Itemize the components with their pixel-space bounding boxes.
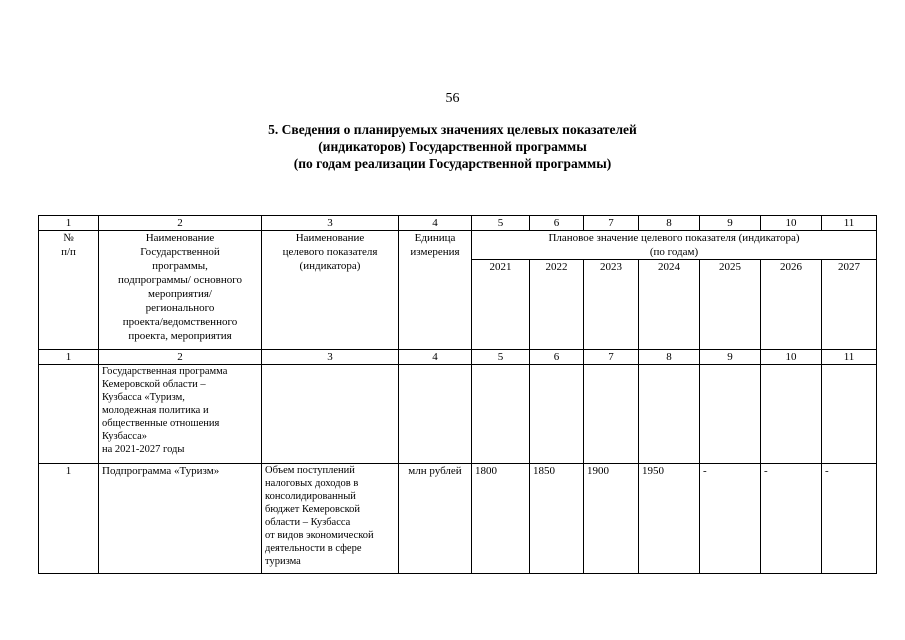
header-num: № п/п xyxy=(39,231,99,350)
column-number: 5 xyxy=(472,216,530,231)
column-number: 6 xyxy=(530,216,584,231)
column-number: 2 xyxy=(99,216,262,231)
column-number: 7 xyxy=(584,350,639,365)
row-value: - xyxy=(700,464,761,574)
row-indicator xyxy=(262,365,399,464)
row-program: Подпрограмма «Туризм» xyxy=(99,464,262,574)
column-number: 3 xyxy=(262,216,399,231)
column-number: 1 xyxy=(39,216,99,231)
title-line-3: (по годам реализации Государственной программы) xyxy=(293,156,612,171)
row-value: 1900 xyxy=(584,464,639,574)
header-year: 2021 xyxy=(472,260,530,350)
column-number: 11 xyxy=(822,216,877,231)
row-value: 1850 xyxy=(530,464,584,574)
column-number: 9 xyxy=(700,216,761,231)
column-number-row-bottom xyxy=(39,350,877,365)
section-title xyxy=(0,121,905,172)
row-unit: млн рублей xyxy=(399,464,472,574)
header-year: 2027 xyxy=(822,260,877,350)
column-number: 6 xyxy=(530,350,584,365)
row-value xyxy=(584,365,639,464)
title-line-1: 5. Сведения о планируемых значениях целевых показателей xyxy=(268,122,637,137)
column-number: 3 xyxy=(262,350,399,365)
column-number: 11 xyxy=(822,350,877,365)
row-value: 1950 xyxy=(639,464,700,574)
header-year: 2022 xyxy=(530,260,584,350)
table-row xyxy=(39,365,877,464)
column-number: 7 xyxy=(584,216,639,231)
header-year: 2025 xyxy=(700,260,761,350)
header-year: 2023 xyxy=(584,260,639,350)
header-program-name: Наименование Государственной программы, подпрограммы/ основного мероприятия/ регионального проекта/ведомственного проекта, мероприятия xyxy=(99,231,262,350)
table-row xyxy=(39,464,877,574)
column-number: 5 xyxy=(472,350,530,365)
title-line-2: (индикаторов) Государственной программы xyxy=(318,139,587,154)
column-number: 10 xyxy=(761,350,822,365)
row-value xyxy=(639,365,700,464)
row-value: - xyxy=(761,464,822,574)
row-value xyxy=(530,365,584,464)
column-number: 10 xyxy=(761,216,822,231)
column-number: 1 xyxy=(39,350,99,365)
header-unit: Единица измерения xyxy=(399,231,472,350)
header-planned-value: Плановое значение целевого показателя (индикатора) (по годам) xyxy=(472,231,877,260)
column-number: 9 xyxy=(700,350,761,365)
header-year: 2026 xyxy=(761,260,822,350)
row-value xyxy=(761,365,822,464)
row-value: - xyxy=(822,464,877,574)
header-year: 2024 xyxy=(639,260,700,350)
page-number: 56 xyxy=(445,91,460,106)
header-row-1 xyxy=(39,231,877,260)
column-number: 8 xyxy=(639,216,700,231)
column-number: 8 xyxy=(639,350,700,365)
row-num: 1 xyxy=(39,464,99,574)
column-number: 2 xyxy=(99,350,262,365)
column-number: 4 xyxy=(399,350,472,365)
row-value: 1800 xyxy=(472,464,530,574)
row-unit xyxy=(399,365,472,464)
row-indicator: Объем поступлений налоговых доходов в консолидированный бюджет Кемеровской области – Кузбасса от видов экономической деятельности в сфере туризма xyxy=(262,464,399,574)
indicators-table xyxy=(38,215,877,574)
row-program: Государственная программа Кемеровской области – Кузбасса «Туризм, молодежная политика и общественные отношения Кузбасса» на 2021-2027 годы xyxy=(99,365,262,464)
row-value xyxy=(822,365,877,464)
header-indicator-name: Наименование целевого показателя (индикатора) xyxy=(262,231,399,350)
column-number-row-top xyxy=(39,216,877,231)
row-value xyxy=(700,365,761,464)
row-value xyxy=(472,365,530,464)
column-number: 4 xyxy=(399,216,472,231)
row-num xyxy=(39,365,99,464)
